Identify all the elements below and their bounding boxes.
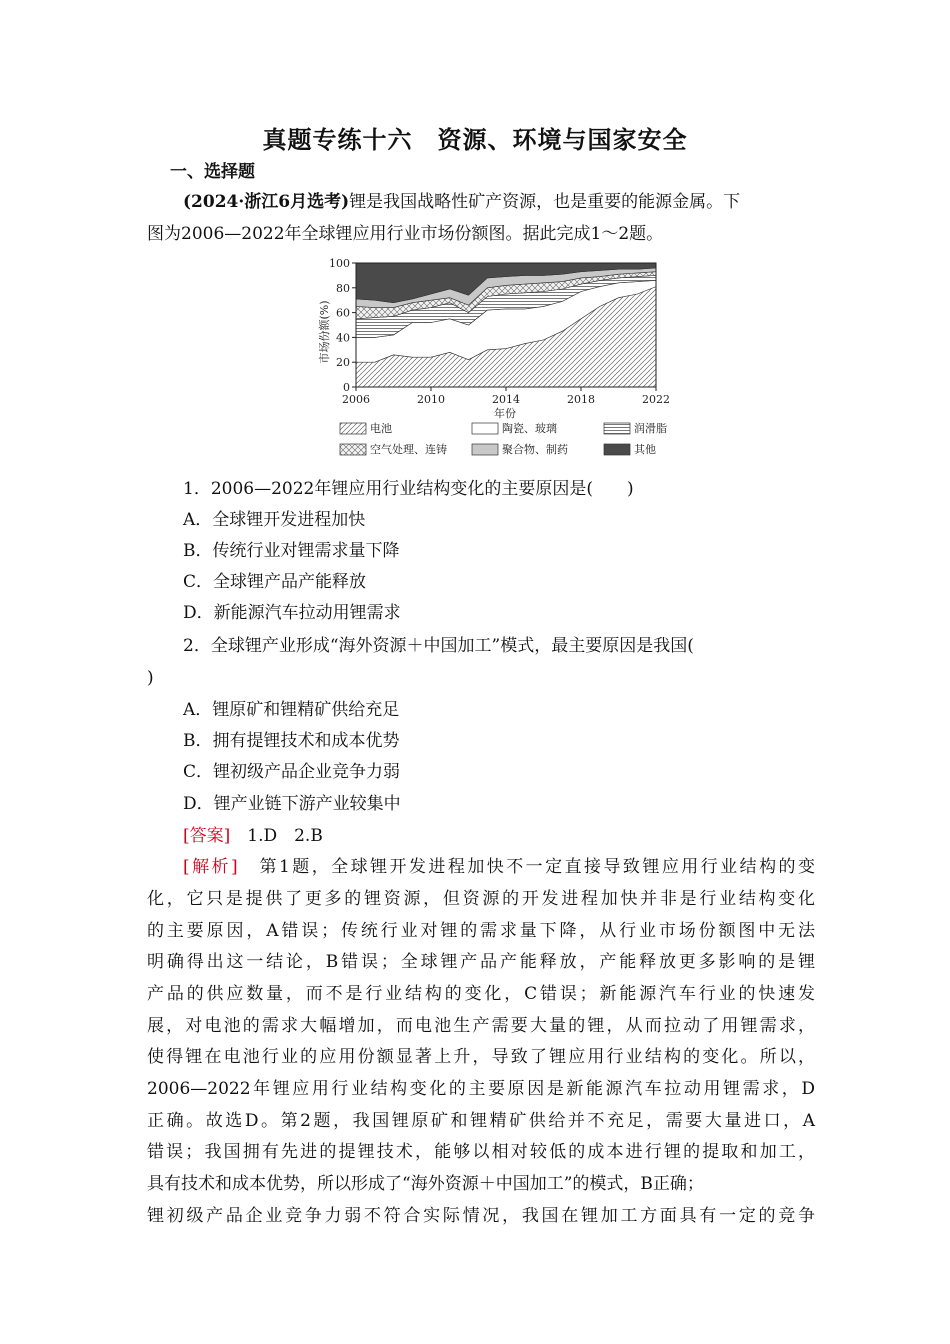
q2-stem-end: ): [147, 668, 154, 688]
y-tick-label: 40: [336, 331, 350, 345]
lithium-market-share-chart: [310, 255, 680, 471]
analysis-label: [解析]: [183, 857, 238, 877]
x-axis-label: 年份: [494, 407, 516, 420]
intro-line-2: 图为2006—2022年全球锂应用行业市场份额图。据此完成1～2题。: [147, 224, 664, 244]
analysis-line-2: 的主要原因，A错误；传统行业对锂的需求量下降，从行业市场份额图中无法: [147, 921, 815, 941]
answer-line: [183, 825, 323, 847]
answer-text: 1.D 2.B: [247, 826, 323, 846]
legend-swatch: [604, 423, 630, 434]
chart-areas: [356, 263, 656, 387]
analysis-line-3: 明确得出这一结论，B错误；全球锂产品产能释放，产能释放更多影响的是锂: [147, 952, 815, 972]
analysis-first: 第1题，全球锂开发进程加快不一定直接导致锂应用行业结构的变: [259, 857, 815, 877]
legend-label: 空气处理、连铸: [370, 443, 447, 456]
analysis-line-10: 具有技术和成本优势，所以形成了“海外资源＋中国加工”的模式，B正确；: [147, 1174, 704, 1194]
analysis-line-7: 2006—2022年锂应用行业结构变化的主要原因是新能源汽车拉动用锂需求，D: [147, 1079, 815, 1099]
y-axis-label: 市场份额(%): [318, 300, 331, 364]
q2-option-b: B．拥有提锂技术和成本优势: [183, 731, 400, 751]
page-title: 真题专练十六 资源、环境与国家安全: [262, 125, 688, 154]
answer-label: [答案]: [183, 826, 231, 846]
y-tick-label: 0: [343, 381, 350, 394]
x-tick-label: 2006: [342, 393, 370, 406]
y-tick-labels: [329, 257, 350, 394]
x-tick-label: 2014: [492, 393, 520, 406]
y-tick-label: 20: [336, 356, 350, 370]
q1-option-c: C．全球锂产品产能释放: [183, 572, 367, 592]
y-tick-label: 80: [336, 281, 350, 295]
analysis-line-9: 错误；我国拥有先进的提锂技术，能够以相对较低的成本进行锂的提取和加工，: [147, 1142, 815, 1162]
y-tick-label: 100: [329, 257, 350, 270]
analysis-line-0: [183, 856, 815, 878]
analysis-line-1: 化，它只是提供了更多的锂资源，但资源的开发进程加快并非是行业结构变化: [147, 889, 815, 909]
legend-swatch: [340, 444, 366, 455]
analysis-line-5: 展，对电池的需求大幅增加，而电池生产需要大量的锂，从而拉动了用锂需求，: [147, 1016, 815, 1036]
x-tick-labels: [342, 393, 670, 406]
legend-label: 聚合物、制药: [502, 443, 568, 456]
q2-option-c: C．锂初级产品企业竞争力弱: [183, 762, 401, 782]
intro-source: (2024·浙江6月选考): [183, 192, 350, 212]
q1-option-d: D．新能源汽车拉动用锂需求: [183, 603, 401, 623]
q1-option-b: B．传统行业对锂需求量下降: [183, 541, 400, 561]
x-tick-label: 2018: [567, 393, 595, 406]
q1-stem: 1．2006—2022年锂应用行业结构变化的主要原因是( ): [183, 479, 634, 499]
section-heading: 一、选择题: [170, 162, 255, 182]
y-tick-label: 60: [336, 306, 350, 320]
x-tick-label: 2022: [642, 393, 670, 406]
q2-option-a: A．锂原矿和锂精矿供给充足: [183, 700, 400, 720]
intro-line-1: [183, 191, 740, 213]
legend-swatch: [472, 423, 498, 434]
legend-swatch: [340, 423, 366, 434]
legend-label: 其他: [634, 443, 656, 456]
q2-stem: 2．全球锂产业形成“海外资源＋中国加工”模式，最主要原因是我国(: [183, 636, 694, 656]
chart-legend: [340, 421, 667, 456]
x-tick-label: 2010: [417, 393, 445, 406]
analysis-line-4: 产品的供应数量，而不是行业结构的变化，C错误；新能源汽车行业的快速发: [147, 984, 815, 1004]
q1-option-a: A．全球锂开发进程加快: [183, 510, 366, 530]
analysis-line-8: 正确。故选D。第2题，我国锂原矿和锂精矿供给并不充足，需要大量进口，A: [147, 1111, 815, 1131]
intro-text-1: 锂是我国战略性矿产资源，也是重要的能源金属。下: [349, 192, 741, 212]
analysis-line-11: 锂初级产品企业竞争力弱不符合实际情况，我国在锂加工方面具有一定的竞争: [147, 1206, 815, 1226]
legend-swatch: [472, 444, 498, 455]
q2-option-d: D．锂产业链下游产业较集中: [183, 794, 401, 814]
legend-label: 润滑脂: [634, 422, 667, 435]
legend-label: 电池: [370, 422, 392, 435]
legend-swatch: [604, 444, 630, 455]
legend-label: 陶瓷、玻璃: [502, 422, 557, 435]
analysis-line-6: 使得锂在电池行业的应用份额显著上升，导致了锂应用行业结构的变化。所以，: [147, 1047, 815, 1067]
